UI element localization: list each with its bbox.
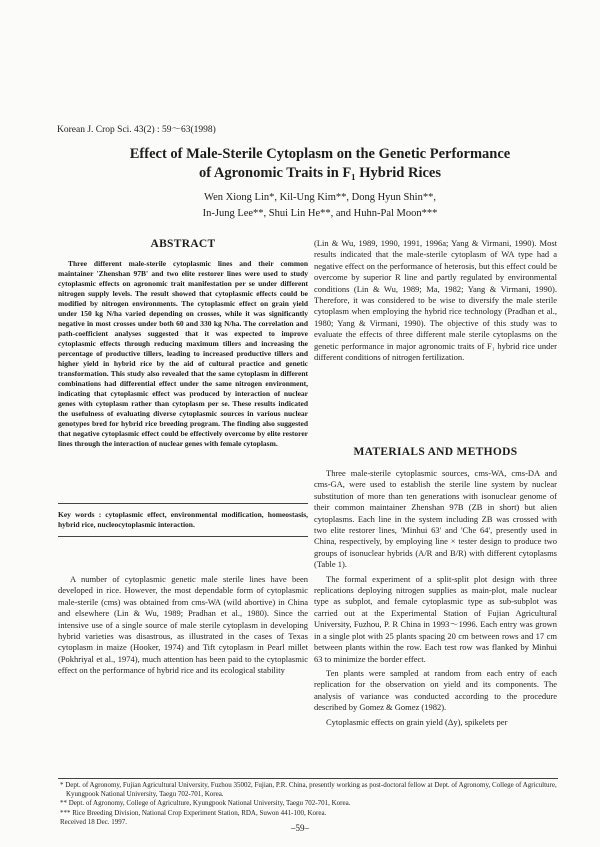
methods-paragraph-3: Ten plants were sampled at random from each entry of each replication for the observation on yield and its components. The analysis of variance was conducted according to the procedure described by Gomez & Gomez (1982). [314, 667, 557, 713]
right-intro-section [314, 238, 557, 366]
intro-continuation: (Lin & Wu, 1989, 1990, 1991, 1996a; Yang & Virmani, 1990). Most results indicated that the male-sterile cytoplasm of WA type had a negative effect on the performance of heterosis, but this effect could be overcome by superior R line and partly regulated by environmental conditions (Lin & Wu, 1989; Ma, 1982; Yang & Virmani, 1990). Therefore, it was considered to be wise to diversify the male sterile cytoplasm when employing the hybrid rice technology (Pradhan et al., 1980; Yang & Virmani, 1990). The objective of this study was to evaluate the effects of three different male sterile cytoplasms on the genetic performance in major agronomic traits of F₁ hybrid rice under different conditions of nitrogen fertilization. [314, 238, 557, 363]
title-line-2: of Agronomic Traits in F₁ Hybrid Rices [199, 165, 441, 181]
intro-paragraph: A number of cytoplasmic genetic male sterile lines have been developed in rice. However, the most dependable form of cytoplasmic male-sterile (cms) was obtained from cms-WA (wild abortive) in China and elsewhere (Lin & Wu, 1989; Pradhan et al., 1980). Since the intensive use of a single source of male sterile cytoplasm in developing hybrid varieties was disastrous, as illustrated in the cases of Texas cytoplasm in maize (Hooker, 1974) and Tift cytoplasm in Pearl millet (Pokhriyal et al., 1974), much attention has been paid to the cytoplasmic effect on the performance of hybrid rice and its ecological stability [58, 574, 308, 676]
abstract-heading: ABSTRACT [150, 238, 216, 250]
authors-line-2: In-Jung Lee**, Shui Lin He**, and Huhn-Pal Moon*** [202, 208, 438, 219]
methods-paragraph-4: Cytoplasmic effects on grain yield (Δy), spikelets per [326, 716, 508, 727]
methods-paragraph-2: The formal experiment of a split-split plot design with three replications deploying nitrogen supplies as main-plot, male nuclear type as subplot, and female cytoplasmic type as sub-subplot was carried out at the Experimental Station of Fujian Agricultural University, Fuzhou, P. R China in 1993～1996. Each entry was grown in a single plot with 25 plants spacing 20 cm between rows and 17 cm between plants within the row. Each test row was flanked by Minhui 63 to minimize the border effect. [314, 573, 557, 664]
page-number: –59– [291, 823, 309, 833]
methods-heading: MATERIALS AND METHODS [353, 446, 518, 458]
journal-reference: Korean J. Crop Sci. 43(2) : 59～63(1998) [57, 125, 216, 135]
keywords-text: Key words : cytoplasmic effect, environmental modification, homeostasis, hybrid rice, nucleocytoplasmic interaction. [58, 510, 308, 529]
methods-section [314, 468, 557, 731]
author-list [40, 190, 600, 222]
keywords-box [58, 503, 308, 537]
footnotes [58, 781, 558, 827]
title-line-1: Effect of Male-Sterile Cytoplasm on the Genetic Performance [129, 146, 511, 162]
introduction-section [58, 574, 308, 680]
abstract-section [58, 259, 308, 449]
abstract-text: Three different male-sterile cytoplasmic lines and their common maintainer 'Zhenshan 97B' and two elite restorer lines were used to study cytoplasmic effects on agronomic trait manifestation per se under different nitrogen supply levels. The result showed that cytoplasmic effects could be modified by nitrogen environments. The cytoplasmic effect on grain yield under 150 kg N/ha varied depending on crosses, while it was significantly negative in most crosses under both 60 and 330 kg N/ha. The correlation and path-coefficient analyses suggested that it was expected to improve cytoplasmic effects through reducing maximum tillers and increasing the percentage of productive tillers, leading to increased productive tillers and higher yield in hybrid rice by the aid of cultural practice and genetic transformation. This study also revealed that the same cytoplasm in different combinations had differential effect under the same nitrogen environment, indicating that cytoplasmic effect was produced by interaction of nuclear genes with cytoplasm rather than cytoplasm per se. These results indicated the usefulness of evaluating diverse cytoplasmic sources in various nuclear genotypes bred for hybrid rice breeding program. The finding also suggested that negative cytoplasmic effect could be effectively overcome by elite restorer lines through the interaction of nuclear genes with female cytoplasm. [58, 259, 308, 448]
footnote-2: ** Dept. of Agronomy, College of Agriculture, Kyungpook National University, Taegu 702-701, Korea. [60, 799, 351, 808]
received-date: Received 18 Dec. 1997. [60, 817, 128, 826]
footnote-1: * Dept. of Agronomy, Fujian Agricultural University, Fuzhou 35002, Fujian, P.R. China, presently working as post-doctoral fellow at Dept. of Agronomy, College of Agriculture, Kyungpook National University, Taegu 702-701, Korea. [60, 781, 557, 799]
methods-paragraph-1: Three male-sterile cytoplasmic sources, cms-WA, cms-DA and cms-GA, were used to establish the sterile line system by nuclear substitution of more than ten generations with isonuclear genome of their common maintainer Zhenshan 97B (ZB in short) but alien cytoplasms. Each line in the system including ZB was crossed with two elite restorer lines, 'Minhui 63' and 'Che 64', presently used in China, respectively, by employing line × tester design to produce two groups of isonuclear hybrids (A/R and B/R) with different cytoplasms (Table 1). [314, 468, 557, 570]
authors-line-1: Wen Xiong Lin*, Kil-Ung Kim**, Dong Hyun Shin**, [204, 192, 436, 203]
footnote-3: *** Rice Breeding Division, National Crop Experiment Station, RDA, Suwon 441-100, Korea. [60, 808, 327, 817]
footnote-divider [58, 778, 558, 779]
paper-title [40, 145, 600, 183]
